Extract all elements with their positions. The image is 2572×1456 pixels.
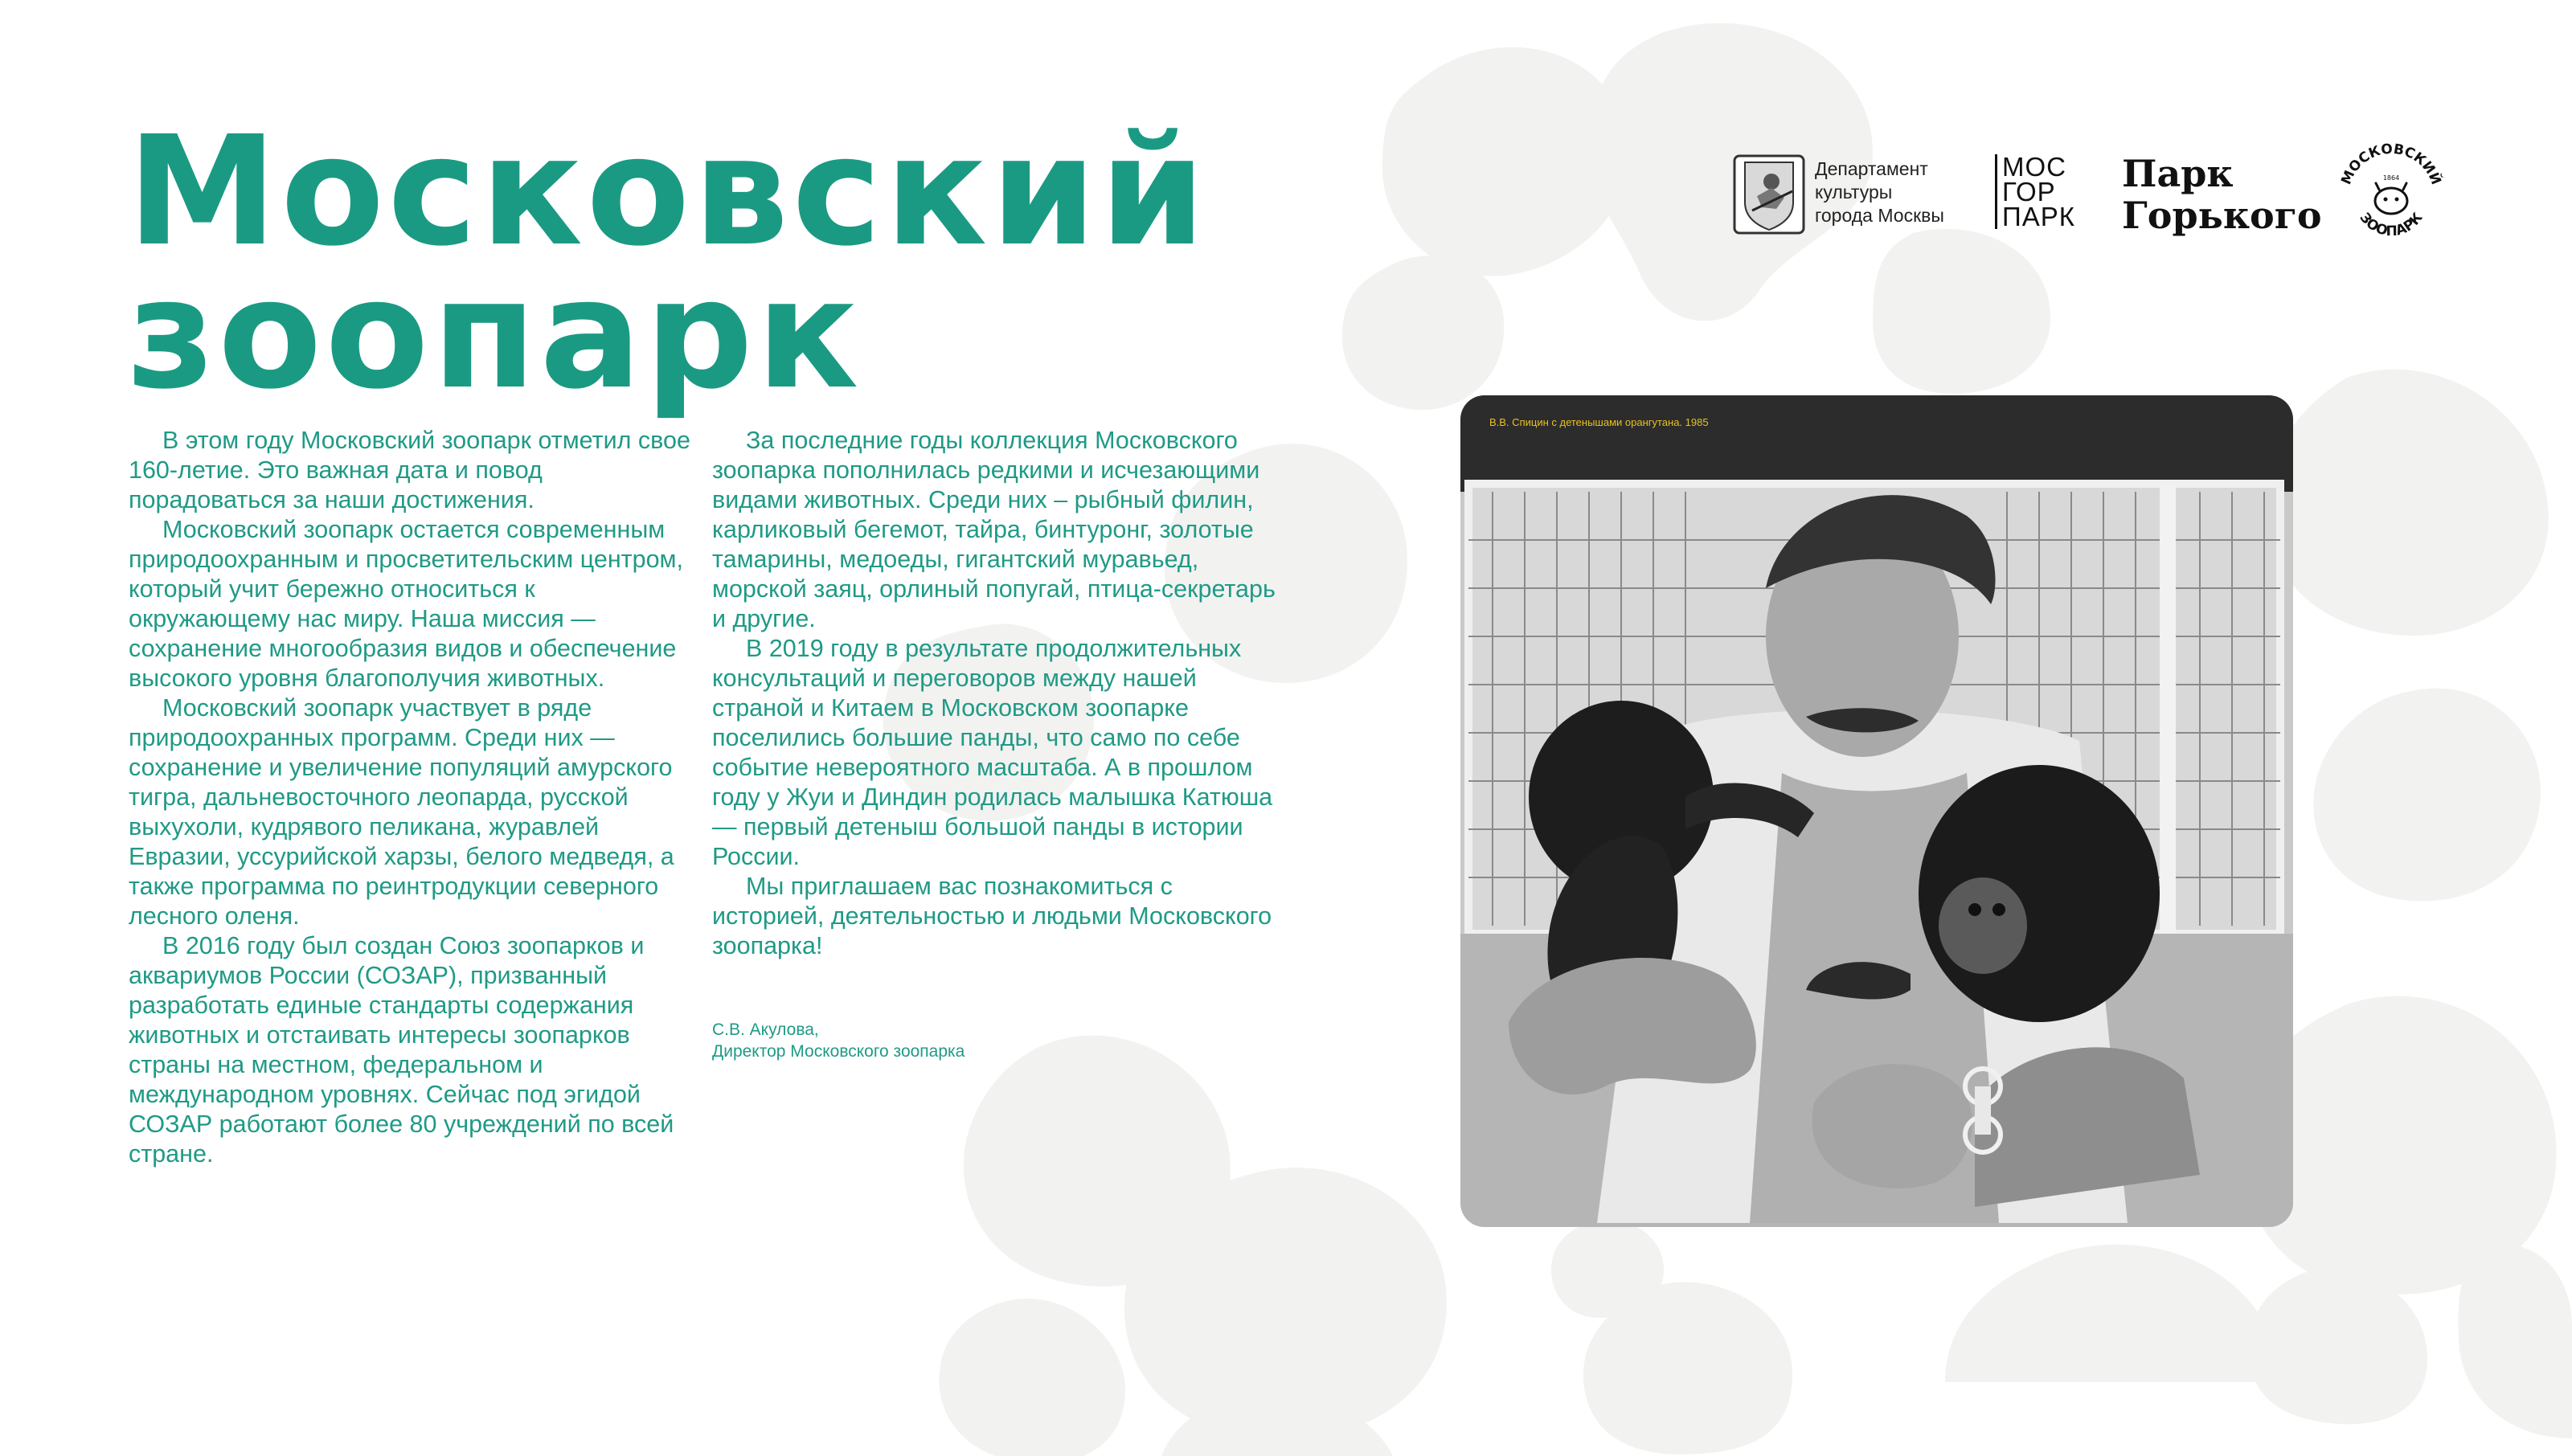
archive-photo-illustration (1460, 395, 2293, 1227)
department-line-2: культуры (1815, 182, 1893, 202)
signature-role: Директор Московского зоопарка (712, 1042, 965, 1061)
column-1-paragraph: Московский зоопарк остается современным природоохранным и просветительским центром, который учит бережно относиться к окружающему нас миру. Наша миссия — сохранение многообразия видов и обеспечение высокого уровня благополучия животных. (129, 516, 684, 692)
archive-photo (1460, 395, 2293, 1227)
svg-text:МОСКОВСКИЙ: МОСКОВСКИЙ (2338, 141, 2444, 187)
signature (712, 1019, 964, 1062)
column-1-paragraph: В этом году Московский зоопарк отметил свое 160-летие. Это важная дата и повод порадоваться за наши достижения. (129, 427, 690, 513)
department-line-3: города Москвы (1815, 205, 1944, 226)
mosgorpark-line-2: ГОР (2002, 177, 2056, 207)
gorky-park-logo (2122, 153, 2322, 236)
photo-caption: В.В. Спицин с детенышами орангутана. 1985 (1489, 416, 1709, 428)
signature-name: С.В. Акулова, (712, 1020, 819, 1039)
column-2-paragraph: В 2019 году в результате продолжительных консультаций и переговоров между нашей страной и Китаем в Московском зоопарке поселились большие панды, что само по себе событие невероятного масштаба. А в прошлом году у Жуи и Диндин родилась малышка Катюша — первый детеныш большой панды в истории России. (712, 635, 1273, 870)
body-text-column-2 (712, 426, 1291, 961)
column-1-paragraph: Московский зоопарк участвует в ряде природоохранных программ. Среди них — сохранение и увеличение популяций амурского тигра, дальневосточного леопарда, русской выхухоли, кудрявого пеликана, журавлей Евразии, уссурийской харзы, белого медведя, а также программа по реинтродукции северного лесного оленя. (129, 694, 674, 930)
moscow-coat-of-arms-icon (1733, 154, 1805, 235)
body-text-column-1 (129, 426, 691, 1169)
gorky-park-line-2: Горького (2122, 194, 2322, 237)
page-title (127, 104, 1209, 423)
mosgorpark-logo (1995, 154, 2075, 229)
mosgorpark-line-3: ПАРК (2002, 202, 2075, 231)
department-line-1: Департамент (1815, 158, 1928, 179)
page-title-line-1: Московский (127, 104, 1209, 280)
moscow-zoo-logo-icon (2331, 133, 2451, 254)
moscow-zoo-year: 1864 (2382, 174, 2400, 182)
column-2-paragraph: Мы приглашаем вас познакомиться с историей, деятельностью и людьми Московского зоопарка! (712, 873, 1272, 959)
mosgorpark-line-1: МОС (2002, 152, 2066, 182)
svg-text:ЗООПАРК: ЗООПАРК (2356, 210, 2427, 240)
gorky-park-line-1: Парк (2122, 152, 2234, 195)
column-2-paragraph: За последние годы коллекция Московского зоопарка пополнилась редкими и исчезающими видами животных. Среди них – рыбный филин, карликовый бегемот, тайра, бинтуронг, золотые тамарины, медоеды, гигантский муравьед, морской заяц, орлиный попугай, птица-секретарь и другие. (712, 427, 1276, 632)
department-logo-text (1815, 157, 1968, 227)
page-title-line-2: зоопарк (127, 247, 862, 423)
column-1-paragraph: В 2016 году был создан Союз зоопарков и аквариумов России (СОЗАР), призванный разработать единые стандарты содержания животных и отстаивать интересы зоопарков страны на местном, федеральном и международном уровнях. Сейчас под эгидой СОЗАР работают более 80 учреждений по всей стране. (129, 932, 674, 1168)
